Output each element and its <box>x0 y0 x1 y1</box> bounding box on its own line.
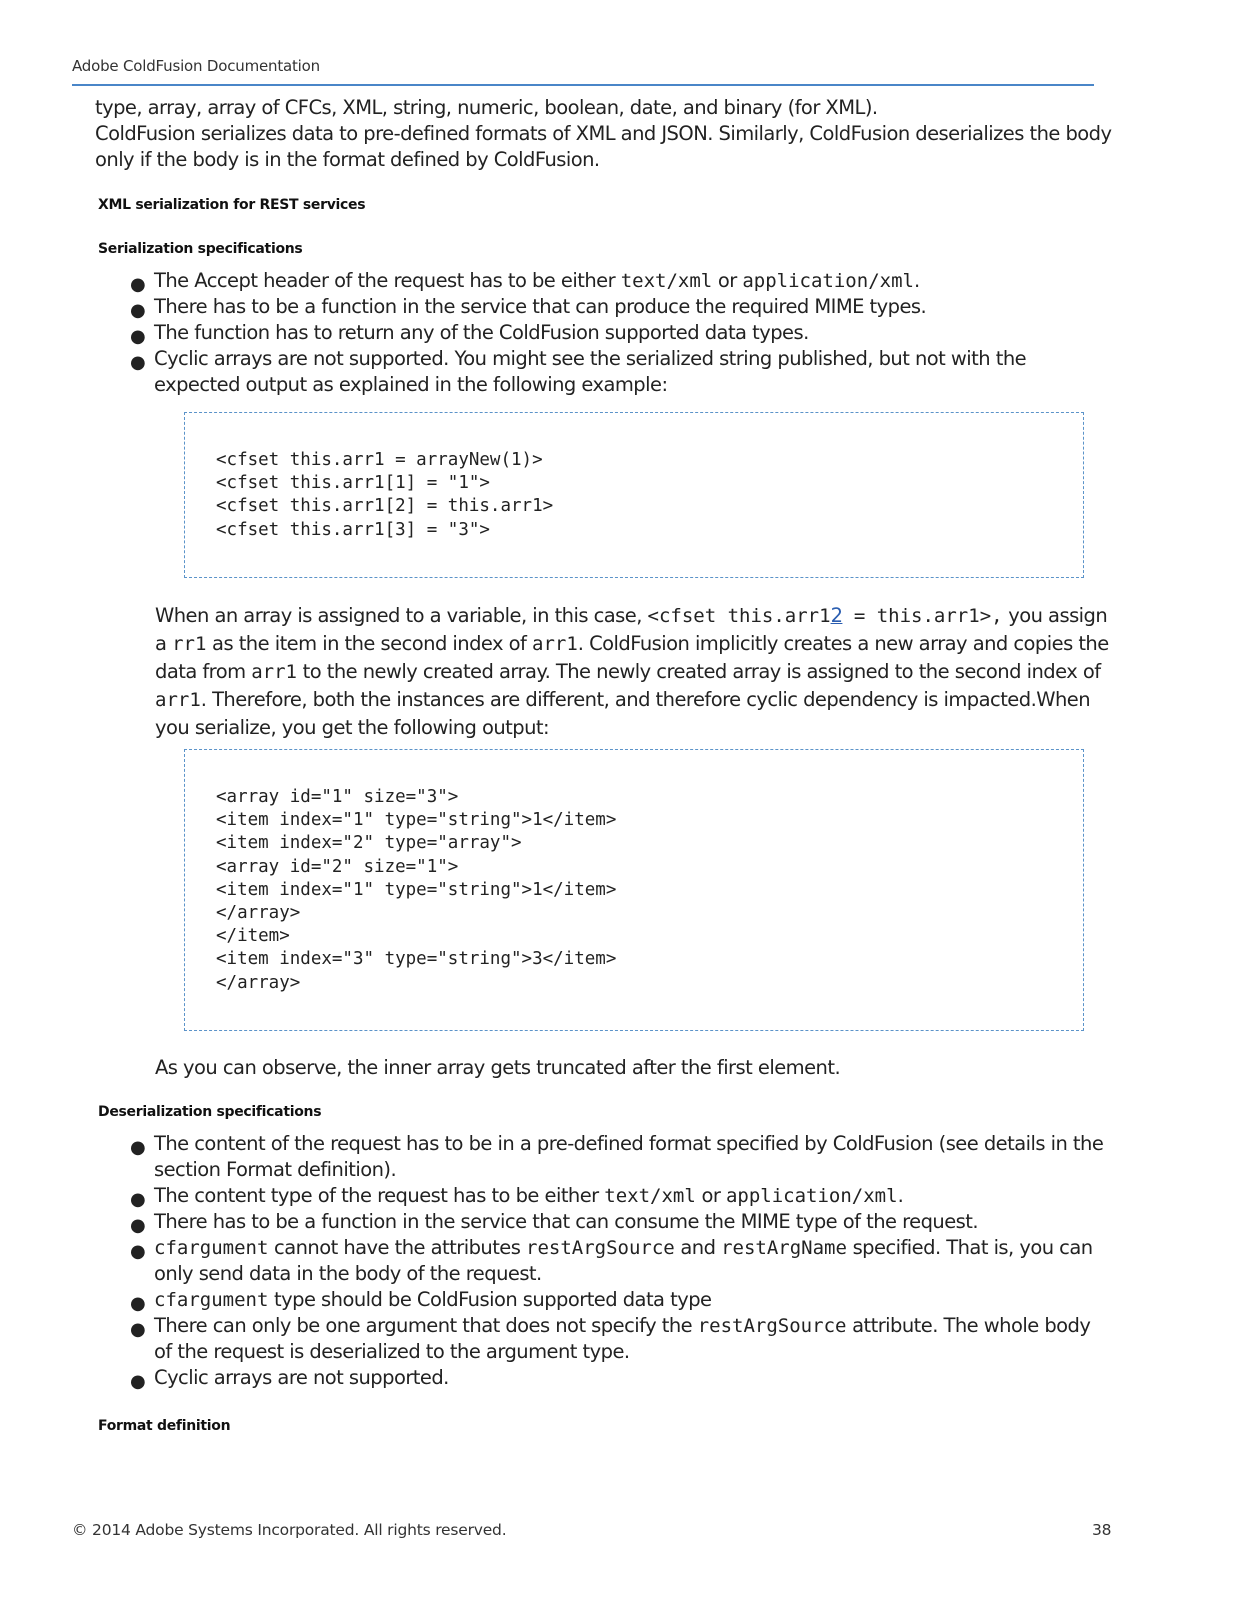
bullet-icon: ● <box>130 300 146 321</box>
explanation-paragraph: When an array is assigned to a variable, in this case, <cfset this.arr12 = this.arr1>, you assign a rr1 as the item in the second index of arr1. ColdFusion implicitly creates a new array and copies the data from arr1 to the newly created array. The newly created array is assigned to the second index of arr1. Therefore, both the instances are different, and therefore cyclic dependency is impacted.When you serialize, you get the following output: <box>155 604 1109 739</box>
footnote-link[interactable]: 2 <box>830 604 843 627</box>
bullet-icon: ● <box>130 1189 146 1210</box>
bullet-icon: ● <box>130 352 146 373</box>
bullet-icon: ● <box>130 274 146 295</box>
list-item: ● There has to be a function in the service that can produce the required MIME types. <box>128 294 1108 320</box>
deserialization-list <box>128 1131 1108 1391</box>
intro-line-1: type, array, array of CFCs, XML, string, numeric, boolean, date, and binary (for XML). <box>95 96 878 119</box>
intro-line-2: ColdFusion serializes data to pre-defined formats of XML and JSON. Similarly, ColdFusion deserializes the body only if the body is in the format defined by ColdFusion. <box>95 122 1112 171</box>
list-item: ● There has to be a function in the service that can consume the MIME type of the request. <box>128 1209 1108 1235</box>
code-block-xml-output <box>184 749 1084 1031</box>
footer-copyright: © 2014 Adobe Systems Incorporated. All rights reserved. <box>72 1521 507 1539</box>
code-text: <cfset this.arr1 = arrayNew(1)> <cfset this.arr1[1] = "1"> <cfset this.arr1[2] = this.arr1> <cfset this.arr1[3] = "3"> <box>216 450 554 540</box>
observation-text: As you can observe, the inner array gets truncated after the first element. <box>155 1056 841 1079</box>
list-item: ● cfargument type should be ColdFusion supported data type <box>128 1287 1108 1313</box>
section-heading-format-definition: Format definition <box>98 1418 231 1434</box>
list-item: ● Cyclic arrays are not supported. <box>128 1365 1108 1391</box>
bullet-icon: ● <box>130 1137 146 1158</box>
list-item: ● There can only be one argument that does not specify the restArgSource attribute. The whole body of the request is deserialized to the argument type. <box>130 1314 1091 1363</box>
list-item: ● The Accept header of the request has to be either text/xml or application/xml. <box>128 268 1108 294</box>
list-item: ● The function has to return any of the ColdFusion supported data types. <box>128 320 1108 346</box>
section-heading-deserialization-specs: Deserialization specifications <box>98 1104 322 1120</box>
list-item: ● The content of the request has to be in a pre-defined format specified by ColdFusion (see details in the section Format definition). <box>130 1132 1104 1181</box>
code-block-cfset <box>184 412 1084 578</box>
list-item: ● Cyclic arrays are not supported. You might see the serialized string published, but not with the expected output as explained in the following example: <box>130 347 1027 396</box>
bullet-icon: ● <box>130 326 146 347</box>
bullet-icon: ● <box>130 1241 146 1262</box>
bullet-icon: ● <box>130 1293 146 1314</box>
list-item: ● cfargument cannot have the attributes restArgSource and restArgName specified. That is, you can only send data in the body of the request. <box>130 1236 1093 1285</box>
page-number: 38 <box>1092 1521 1112 1539</box>
serialization-list <box>128 268 1108 398</box>
list-item: ● The content type of the request has to be either text/xml or application/xml. <box>128 1183 1108 1209</box>
bullet-icon: ● <box>130 1215 146 1236</box>
header-divider <box>72 84 1094 86</box>
code-text: <array id="1" size="3"> <item index="1" type="string">1</item> <item index="2" type="array"> <array id="2" size="1"> <item index="1" type="string">1</item> </array> </item> <item index="3" type="string">3</item> </array> <box>216 787 617 993</box>
document-header: Adobe ColdFusion Documentation <box>72 57 320 75</box>
bullet-icon: ● <box>130 1371 146 1392</box>
section-heading-serialization-specs: Serialization specifications <box>98 241 303 257</box>
bullet-icon: ● <box>130 1319 146 1340</box>
section-heading-xml-serialization: XML serialization for REST services <box>98 197 366 213</box>
